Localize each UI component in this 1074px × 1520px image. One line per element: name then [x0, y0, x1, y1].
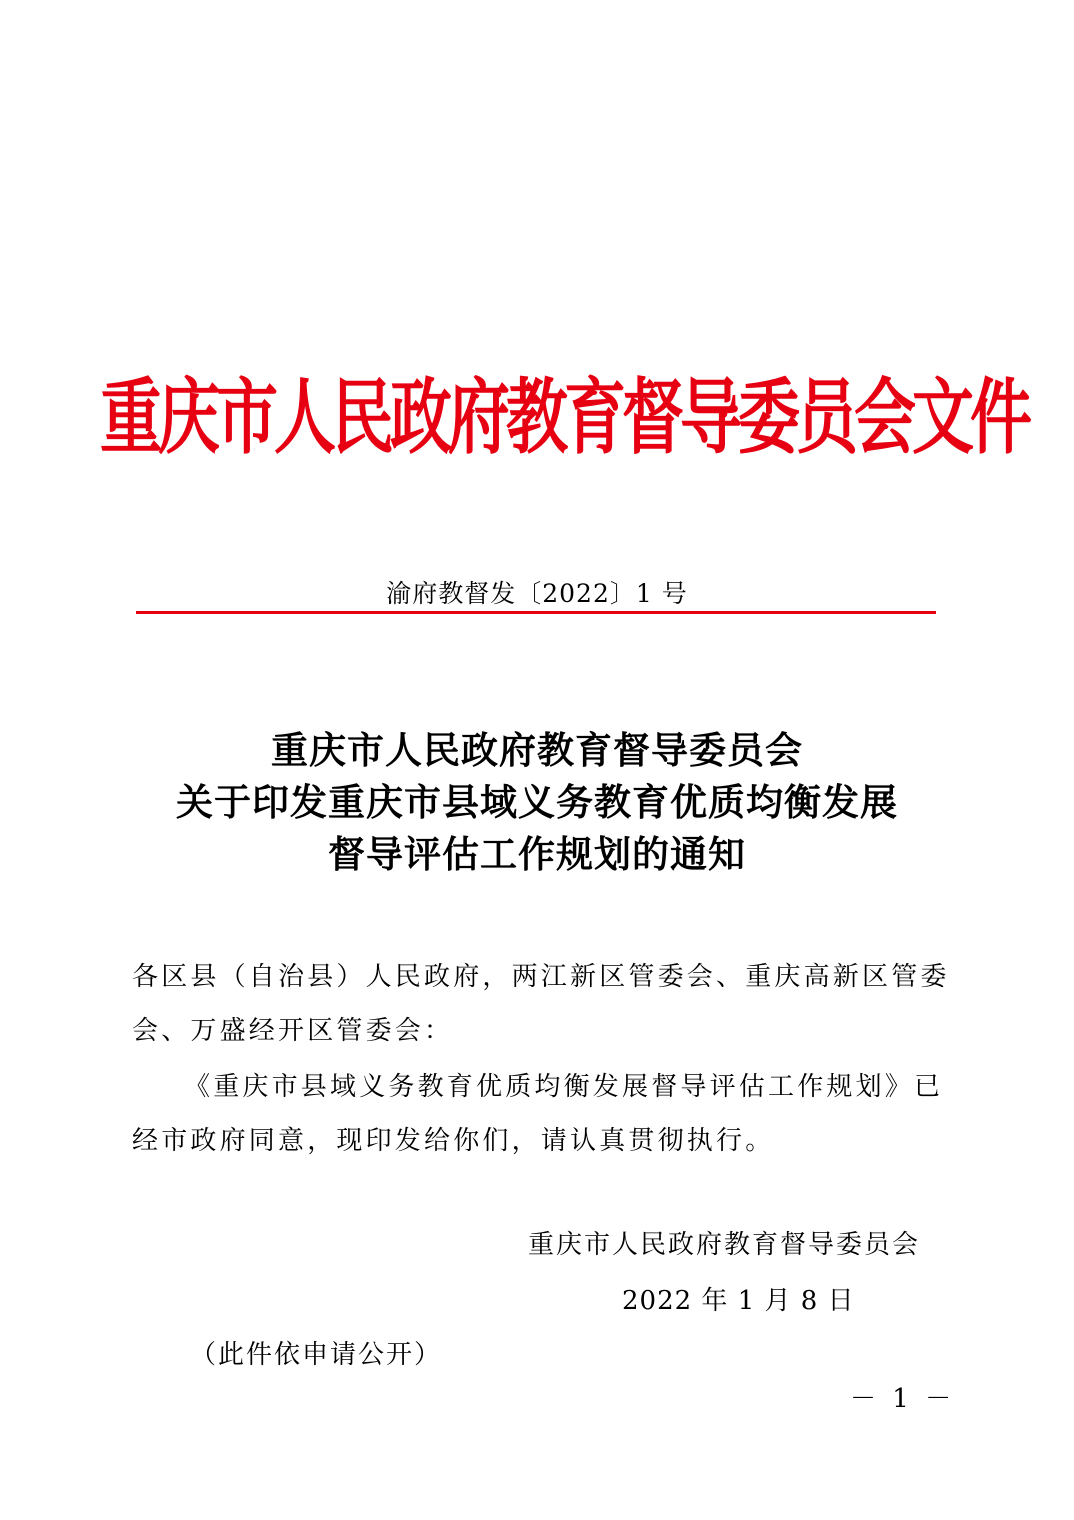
page-number: － 1 －	[850, 1384, 956, 1414]
red-divider-line	[136, 611, 936, 614]
notice-title-line-3: 督导评估工作规划的通知	[328, 832, 746, 876]
notice-title-line-1: 重庆市人民政府教育督导委员会	[271, 728, 803, 772]
document-number: 渝府教督发〔2022〕1 号	[386, 579, 688, 608]
body-paragraph-line-1: 《重庆市县域义务教育优质均衡发展督导评估工作规划》已	[184, 1072, 944, 1102]
notice-title-line-2: 关于印发重庆市县域义务教育优质均衡发展	[176, 780, 898, 824]
issue-date: 2022 年 1 月 8 日	[622, 1286, 855, 1316]
notice-title	[0, 724, 1074, 880]
recipients-line-2: 会、万盛经开区管委会：	[132, 1016, 454, 1046]
disclosure-note: （此件依申请公开）	[190, 1340, 443, 1370]
masthead-title: 重庆市人民政府教育督导委员会文件	[100, 369, 1029, 466]
recipients-line-1: 各区县（自治县）人民政府，两江新区管委会、重庆高新区管委	[132, 962, 950, 992]
body-paragraph-line-2: 经市政府同意，现印发给你们，请认真贯彻执行。	[132, 1126, 775, 1156]
issuing-authority: 重庆市人民政府教育督导委员会	[528, 1230, 921, 1260]
